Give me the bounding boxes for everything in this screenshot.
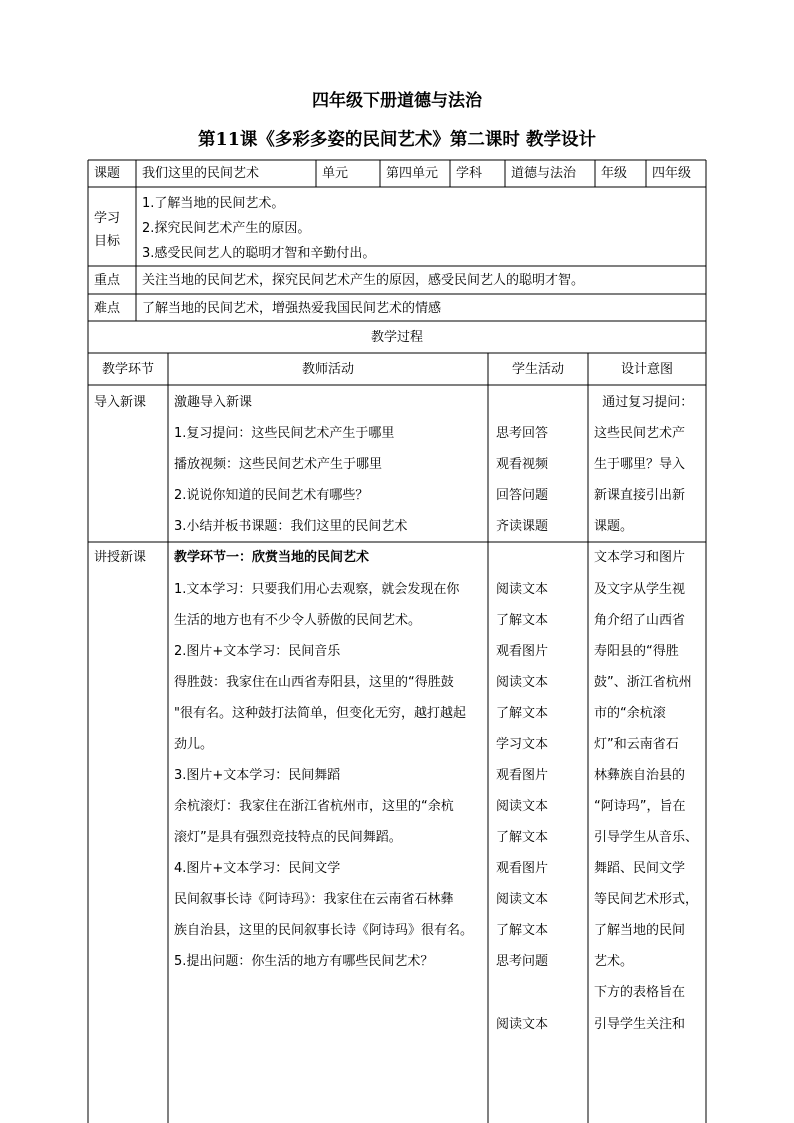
intro-student-line: 回答问题 xyxy=(496,488,549,503)
lecture-intent-line: 林彝族自治县的 xyxy=(594,768,686,783)
subject-label: 学科 xyxy=(456,166,483,181)
lecture-student-line: 阅读文本 xyxy=(496,582,549,597)
goals-label-1: 学习 xyxy=(94,211,121,226)
lecture-teacher-line: 4.图片+文本学习：民间文学 xyxy=(174,861,341,876)
intro-teacher-line: 2.说说你知道的民间艺术有哪些？ xyxy=(174,488,369,503)
lecture-intent-line: 等民间艺术形式， xyxy=(594,892,699,907)
lecture-intent-line: 艺术。 xyxy=(594,954,634,969)
difficulty-label: 难点 xyxy=(94,301,121,316)
lecture-teacher-line: 3.图片+文本学习：民间舞蹈 xyxy=(174,768,341,783)
intro-intent-line: 这些民间艺术产 xyxy=(594,426,686,441)
lecture-student-line: 学习文本 xyxy=(496,737,549,752)
intro-teacher-line: 播放视频：这些民间艺术产生于哪里 xyxy=(174,457,383,472)
lecture-intent-line: 引导学生从音乐、 xyxy=(594,830,699,845)
intro-intent-line: 通过复习提问： xyxy=(594,395,694,410)
grade-label: 年级 xyxy=(601,166,628,181)
intro-student-line: 观看视频 xyxy=(496,457,549,472)
lecture-intent-line: 鼓”、浙江省杭州 xyxy=(594,675,692,690)
topic-label: 课题 xyxy=(94,166,121,181)
difficulty-text: 了解当地的民间艺术，增强热爱我国民间艺术的情感 xyxy=(142,301,442,316)
lecture-teacher-line: 教学环节一：欣赏当地的民间艺术 xyxy=(174,550,370,565)
lecture-student-line: 了解文本 xyxy=(496,613,549,628)
lecture-teacher-line: 劲儿。 xyxy=(174,737,214,752)
lecture-student-line: 观看图片 xyxy=(496,644,549,659)
lecture-student-line: 了解文本 xyxy=(496,830,549,845)
intro-intent-line: 课题。 xyxy=(594,519,634,534)
goal-item: 2.探究民间艺术产生的原因。 xyxy=(142,221,311,236)
col-student: 学生活动 xyxy=(511,362,564,377)
col-stage: 教学环节 xyxy=(101,362,154,377)
lecture-student-line: 观看图片 xyxy=(496,861,549,876)
lecture-intent-line: 舞蹈、民间文学 xyxy=(594,861,686,876)
lecture-intent-line: 市的“余杭滚 xyxy=(594,706,666,721)
intro-student-line: 齐读课题 xyxy=(496,519,549,534)
lecture-intent-line: 了解当地的民间 xyxy=(594,923,686,938)
col-teacher: 教师活动 xyxy=(301,362,354,377)
lecture-teacher-line: 1.文本学习：只要我们用心去观察，就会发现在你 xyxy=(174,582,460,597)
lecture-stage: 讲授新课 xyxy=(94,550,147,565)
lecture-intent-line: 灯”和云南省石 xyxy=(594,737,679,752)
lecture-intent-line: “阿诗玛”，旨在 xyxy=(594,799,686,814)
focus-label: 重点 xyxy=(94,273,121,288)
goal-item: 3.感受民间艺人的聪明才智和辛勤付出。 xyxy=(142,246,376,261)
lecture-teacher-line: 滚灯”是具有强烈竞技特点的民间舞蹈。 xyxy=(174,830,402,845)
lecture-intent-line: 下方的表格旨在 xyxy=(594,985,686,1000)
lecture-student-line: 阅读文本 xyxy=(496,799,549,814)
lecture-student-line: 阅读文本 xyxy=(496,1017,549,1032)
subject-value: 道德与法治 xyxy=(511,166,577,181)
page-title: 四年级下册道德与法治 xyxy=(312,91,482,111)
process-title: 教学过程 xyxy=(370,330,423,345)
lecture-teacher-line: 5.提出问题：你生活的地方有哪些民间艺术？ xyxy=(174,954,434,969)
lecture-intent-line: 及文字从学生视 xyxy=(594,582,686,597)
lecture-teacher-line: "很有名。这种鼓打法简单，但变化无穷，越打越起 xyxy=(174,706,466,721)
lesson-subtitle: 第11课《多彩多姿的民间艺术》第二课时 教学设计 xyxy=(198,130,596,150)
intro-intent-line: 生于哪里？导入 xyxy=(594,457,686,472)
lecture-teacher-line: 族自治县，这里的民间叙事长诗《阿诗玛》很有名。 xyxy=(174,923,474,938)
intro-stage: 导入新课 xyxy=(94,395,147,410)
focus-text: 关注当地的民间艺术，探究民间艺术产生的原因，感受民间艺人的聪明才智。 xyxy=(142,273,585,288)
lecture-student-line: 阅读文本 xyxy=(496,675,549,690)
lecture-teacher-line: 生活的地方也有不少令人骄傲的民间艺术。 xyxy=(174,613,422,628)
lecture-student-line: 思考问题 xyxy=(496,954,549,969)
lecture-intent-line: 寿阳县的“得胜 xyxy=(594,644,679,659)
lecture-teacher-line: 余杭滚灯：我家住在浙江省杭州市，这里的“余杭 xyxy=(174,799,454,814)
col-intent: 设计意图 xyxy=(620,362,673,377)
lecture-student-line: 了解文本 xyxy=(496,706,549,721)
lecture-intent-line: 角介绍了山西省 xyxy=(594,613,686,628)
lecture-student-line: 观看图片 xyxy=(496,768,549,783)
lecture-teacher-line: 得胜鼓：我家住在山西省寿阳县，这里的“得胜鼓 xyxy=(174,675,454,690)
lecture-student-line: 阅读文本 xyxy=(496,892,549,907)
topic-value: 我们这里的民间艺术 xyxy=(142,166,260,181)
intro-teacher-line: 激趣导入新课 xyxy=(174,395,253,410)
intro-teacher-line: 3.小结并板书课题：我们这里的民间艺术 xyxy=(174,519,408,534)
goals-label-2: 目标 xyxy=(94,234,121,249)
unit-label: 单元 xyxy=(322,166,349,181)
lecture-teacher-line: 2.图片+文本学习：民间音乐 xyxy=(174,644,341,659)
lecture-intent-line: 引导学生关注和 xyxy=(594,1017,686,1032)
goal-item: 1.了解当地的民间艺术。 xyxy=(142,196,285,211)
lecture-teacher-line: 民间叙事长诗《阿诗玛》：我家住在云南省石林彝 xyxy=(174,892,454,907)
intro-teacher-line: 1.复习提问：这些民间艺术产生于哪里 xyxy=(174,426,395,441)
intro-intent-line: 新课直接引出新 xyxy=(594,488,686,503)
lecture-intent-line: 文本学习和图片 xyxy=(594,550,686,565)
lecture-student-line: 了解文本 xyxy=(496,923,549,938)
intro-student-line: 思考回答 xyxy=(496,426,549,441)
grade-value: 四年级 xyxy=(652,166,692,181)
unit-value: 第四单元 xyxy=(386,166,439,181)
